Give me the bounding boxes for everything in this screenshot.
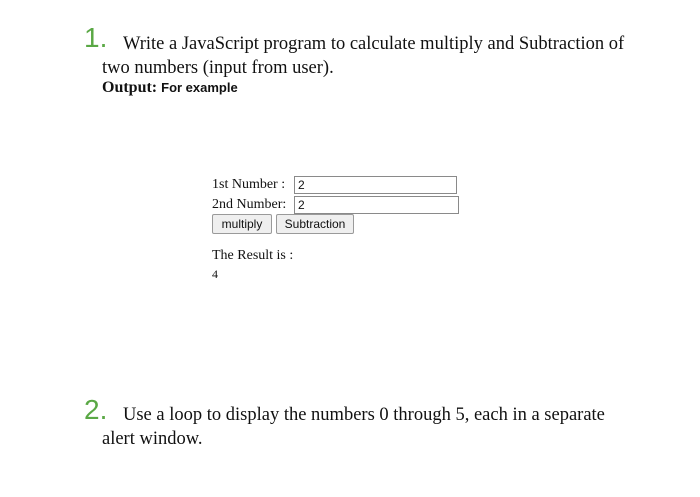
result-label: The Result is : (212, 248, 294, 263)
question-number: 2. (84, 394, 108, 425)
question-text-line-1: Write a JavaScript program to calculate multiply and Subtraction of (123, 34, 625, 54)
output-label-text: Output: (102, 79, 158, 96)
question-text-line-2: two numbers (input from user). (102, 58, 334, 78)
second-number-input[interactable]: 2 (294, 196, 459, 214)
second-number-label: 2nd Number: (212, 197, 287, 212)
result-value: 4 (212, 267, 218, 281)
question-text-line-2: alert window. (102, 429, 203, 449)
output-label (102, 79, 238, 97)
first-number-input[interactable]: 2 (294, 176, 457, 194)
first-number-label: 1st Number : (212, 177, 286, 192)
multiply-button[interactable]: multiply (212, 214, 272, 234)
question-text-line-1: Use a loop to display the numbers 0 through 5, each in a separate (123, 405, 605, 425)
output-example-text: For example (161, 80, 238, 95)
subtraction-button[interactable]: Subtraction (276, 214, 354, 234)
question-number: 1. (84, 22, 108, 53)
